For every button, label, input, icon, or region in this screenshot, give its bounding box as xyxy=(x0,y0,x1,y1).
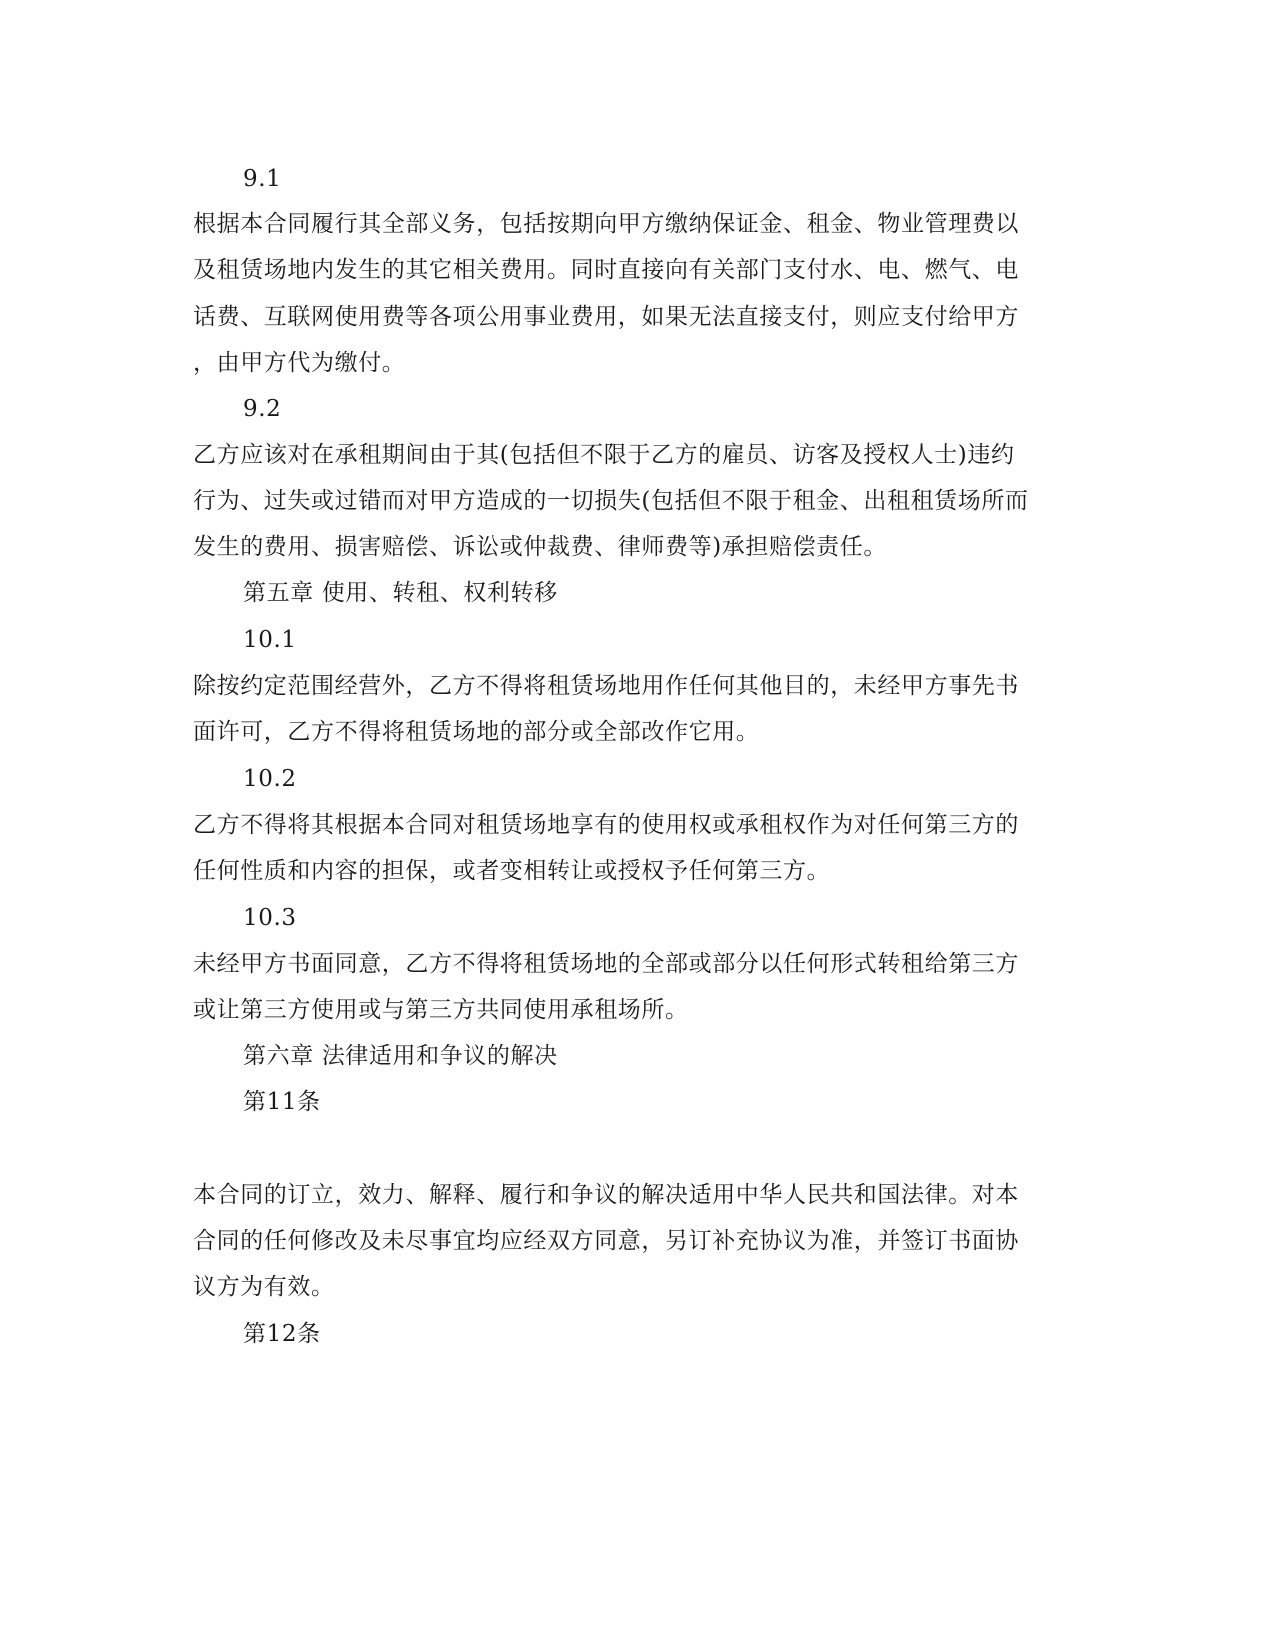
article-heading-12: 第12条 xyxy=(243,1321,321,1347)
paragraph-line: 议方为有效。 xyxy=(193,1274,335,1300)
chapter-heading-6: 第六章 法律适用和争议的解决 xyxy=(243,1043,558,1069)
paragraph-line: 未经甲方书面同意，乙方不得将租赁场地的全部或部分以任何形式转租给第三方 xyxy=(193,951,1019,977)
paragraph-line: 行为、过失或过错而对甲方造成的一切损失(包括但不限于租金、出租租赁场所而 xyxy=(193,488,1029,514)
paragraph-line: 乙方不得将其根据本合同对租赁场地享有的使用权或承租权作为对任何第三方的 xyxy=(193,812,1019,838)
clause-number-9-1: 9.1 xyxy=(243,166,282,192)
paragraph-line: 乙方应该对在承租期间由于其(包括但不限于乙方的雇员、访客及授权人士)违约 xyxy=(193,442,1015,468)
clause-number-10-1: 10.1 xyxy=(243,627,297,653)
clause-number-10-3: 10.3 xyxy=(243,905,297,931)
paragraph-line: ，由甲方代为缴付。 xyxy=(193,350,406,376)
chapter-heading-5: 第五章 使用、转租、权利转移 xyxy=(243,580,558,606)
clause-number-10-2: 10.2 xyxy=(243,766,297,792)
paragraph-line: 及租赁场地内发生的其它相关费用。同时直接向有关部门支付水、电、燃气、电 xyxy=(193,257,1019,283)
article-heading-11: 第11条 xyxy=(243,1089,321,1115)
paragraph-line: 除按约定范围经营外，乙方不得将租赁场地用作任何其他目的，未经甲方事先书 xyxy=(193,673,1019,699)
paragraph-line: 发生的费用、损害赔偿、诉讼或仲裁费、律师费等)承担赔偿责任。 xyxy=(193,534,887,560)
paragraph-line: 根据本合同履行其全部义务，包括按期向甲方缴纳保证金、租金、物业管理费以 xyxy=(193,211,1019,237)
paragraph-line: 任何性质和内容的担保，或者变相转让或授权予任何第三方。 xyxy=(193,858,831,884)
paragraph-line: 面许可，乙方不得将租赁场地的部分或全部改作它用。 xyxy=(193,719,760,745)
paragraph-line: 本合同的订立，效力、解释、履行和争议的解决适用中华人民共和国法律。对本 xyxy=(193,1182,1019,1208)
clause-number-9-2: 9.2 xyxy=(243,396,282,422)
paragraph-line: 话费、互联网使用费等各项公用事业费用，如果无法直接支付，则应支付给甲方 xyxy=(193,304,1019,330)
paragraph-line: 合同的任何修改及未尽事宜均应经双方同意，另订补充协议为准，并签订书面协 xyxy=(193,1228,1019,1254)
paragraph-line: 或让第三方使用或与第三方共同使用承租场所。 xyxy=(193,997,689,1023)
